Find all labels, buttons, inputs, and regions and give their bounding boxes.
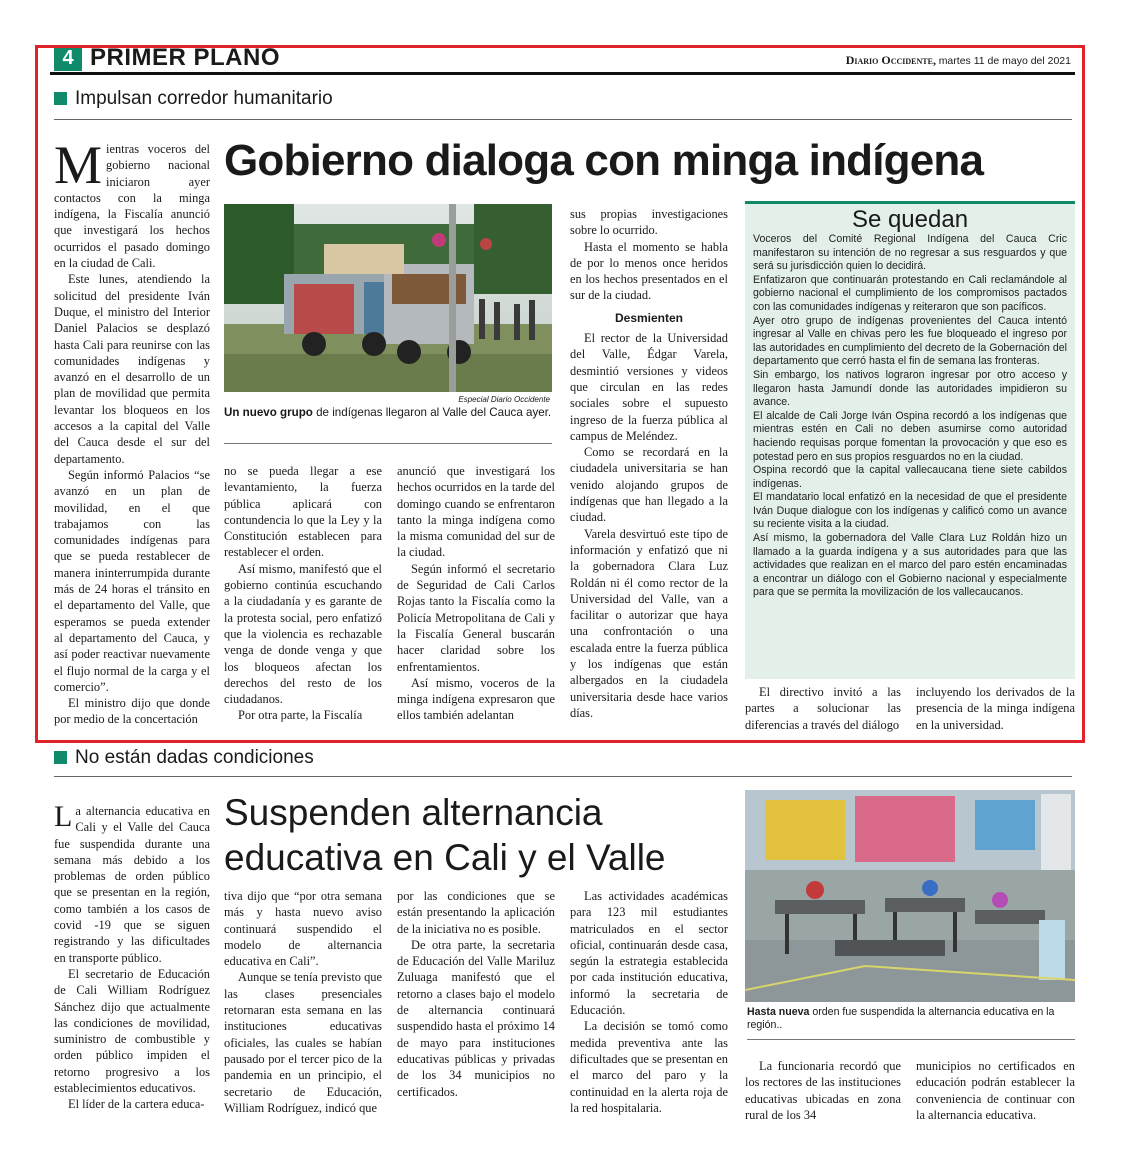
paragraph: incluyendo los derivados de la presencia de la minga indígena en la universidad.	[916, 685, 1075, 732]
paragraph: Hasta el momento se habla de por lo menos once heridos en los hechos presentados en el sur de la ciudad.	[570, 239, 728, 303]
paragraph: El alcalde de Cali Jorge Iván Ospina recordó a los indígenas que mientras estén en Cali no deben asumirse como autoridad haciendo requisas porque fomentan la provocación y que eso es potestad pero en sus propios resguardos no en la ciudad.	[753, 409, 1067, 463]
paragraph: El directivo invitó a las partes a solucionar las diferencias a través del diálogo	[745, 685, 901, 732]
paragraph: Enfatizaron que continuarán protestando en Cali reclamándole al gobierno nacional el cumplimiento de los compromisos pactados con las comunidades indígenas y reiteraron que son pacíficos.	[753, 273, 1067, 313]
paragraph: El mandatario local enfatizó en la necesidad de que el presidente Iván Duque dialogue con los indígenas y calificó como un avance su reciente visita a la ciudad.	[753, 491, 1067, 531]
story2-column-6	[916, 1058, 1075, 1136]
paragraph: municipios no certificados en educación podrán establecer la conveniencia de continuar con la alternancia educativa.	[916, 1059, 1075, 1122]
paragraph: El líder de la cartera educa-	[68, 1097, 205, 1112]
story2-column-1	[54, 803, 210, 1135]
caption-text: orden fue suspendida la alternancia educativa en la región..	[747, 1006, 1055, 1031]
paragraph: El ministro dijo que donde por medio de la concertación	[54, 696, 210, 727]
paragraph: Así mismo, la gobernadora del Valle Clara Luz Roldán hizo un llamado a la guarda indígena y a sus autoridades para que las actividades que realizan en el marco del paro estén encaminadas a encontrar un diálogo con el Gobierno nacional y especialmente para que se permita la movilización de los vallecaucanos.	[753, 532, 1067, 599]
headline-line: Suspenden alternancia	[224, 792, 603, 833]
sidebar-title: Se quedan	[851, 206, 969, 233]
paragraph: La decisión se tomó como medida preventiva ante las dificultades que se presentan en el marco del paro y la continuidad en la alerta roja de la red hospitalaria.	[570, 1019, 728, 1115]
story2-photo-caption	[747, 1006, 1075, 1032]
story2-photo	[745, 790, 1075, 1002]
caption-bold: Hasta nueva	[747, 1006, 810, 1018]
paragraph: Ayer otro grupo de indígenas provenientes del Cauca intentó ingresar al Valle en chivas pero les fue bloqueado el ingreso por las autoridades en cumplimiento del decreto de la Gobernación del departamento que cerró hasta el fin de semana las fronteras.	[753, 314, 1067, 368]
paragraph: ientras voceros del gobierno nacional iniciaron ayer contactos con la minga indígena, la Fiscalía anunció que investigará los hechos ocurridos el pasado domingo en la ciudad de Cali.	[54, 142, 210, 271]
photo-credit: Especial Diario Occidente	[458, 395, 550, 404]
paragraph: sus propias investigaciones sobre lo ocurrido.	[570, 207, 728, 238]
paragraph: Ospina recordó que la capital vallecaucana tiene siete cabildos indígenas.	[753, 464, 1067, 490]
paragraph: De otra parte, la secretaria de Educación del Valle Mariluz Zuluaga manifestó que el retorno a clases bajo el modelo de alternancia continuará suspendido hasta el próximo 14 de mayo para instituciones educativas públicas y privadas de los 34 municipios no certificados.	[397, 937, 555, 1099]
paragraph: La funcionaria recordó que los rectores de las instituciones educativas ubicadas en zona rural de los 34	[745, 1059, 901, 1122]
paragraph: Así mismo, manifestó que el gobierno continúa escuchando a la ciudadanía y es garante de la protesta social, pero enfatizó que la violencia es rechazable venga de donde venga y que los bloqueos afectan los derechos del resto de los ciudadanos.	[224, 561, 382, 707]
paragraph: Según informó Palacios “se avanzó en un plan de movilidad, en el que trabajamos con las comunidades indígenas para que se pueda restablecer de manera ininterrumpida durante más de 24 horas el tránsito en el departamento del Valle, que esperamos se pueda extender al departamento del Cauca, y así poder reactivar nuevamente el flujo normal de la carga y el comercio”.	[54, 467, 210, 694]
paragraph: no se pueda llegar a ese levantamiento, la fuerza pública aplicará con contundencia lo que la Ley y la Constitución establecen para restablecer el orden.	[224, 464, 382, 560]
headline-line: educativa en Cali y el Valle	[224, 837, 666, 878]
paragraph: Este lunes, atendiendo la solicitud del presidente Iván Duque, el ministro del Interior Daniel Palacios se desplazó hasta Cali para reunirse con las comunidades indígenas y avanzó en el desarrollo de un plan de movilidad que permita levantar los bloqueos en los accesos a la capital del Valle del Cauca desde el sur del departamento.	[54, 272, 210, 466]
story2-headline	[224, 790, 734, 880]
paragraph: El rector de la Universidad del Valle, Édgar Varela, desmintió versiones y videos que circulan en las redes sociales sobre el supuesto ingreso de la fuerza pública al campus de Meléndez.	[570, 331, 728, 443]
story2-kicker	[54, 747, 314, 769]
kicker-rule	[54, 776, 1072, 777]
section-title: PRIMER PLANO	[90, 44, 281, 71]
story1-headline: Gobierno dialoga con minga indígena	[224, 136, 984, 185]
story2-column-4	[570, 888, 728, 1135]
paragraph: Voceros del Comité Regional Indígena del Cauca Cric manifestaron su intención de no regresar a sus resguardos y que será su jurisdicción quien lo decidirá.	[753, 233, 1067, 273]
story1-kicker-text: Impulsan corredor humanitario	[75, 88, 333, 109]
classroom-photo-image	[745, 790, 1075, 1002]
issue-date: martes 11 de mayo del 2021	[938, 55, 1071, 67]
caption-rule	[747, 1039, 1075, 1040]
story2-column-2	[224, 888, 382, 1135]
caption-bold: Un nuevo grupo	[224, 406, 313, 419]
paragraph: por las condiciones que se están presentando la aplicación de la iniciativa no es posible.	[397, 889, 555, 936]
paragraph: Aunque se tenía previsto que las clases presenciales retornaran esta semana en las instituciones educativas oficiales, las cuales se habían pausado por el tercer pico de la pandemia en un principio, el secretario de Educación, William Rodríguez, indicó que	[224, 970, 382, 1115]
paragraph: tiva dijo que “por otra semana más y hasta nuevo aviso continuará suspendido el modelo de alternancia educativa en Cali”.	[224, 889, 382, 969]
paragraph: El secretario de Educación de Cali William Rodríguez Sánchez dijo que actualmente las condiciones de movilidad, suministro de combustible y orden público impiden el retorno progresivo a los establecimientos educativos.	[54, 966, 210, 1096]
drop-cap: L	[54, 803, 73, 833]
paragraph: Las actividades académicas para 123 mil estudiantes matriculados en el sector oficial, continuarán desde casa, según la estrategia establecida por cada institución educativa, informó la secretaria de Educación.	[570, 889, 728, 1018]
highlight-frame	[35, 45, 1085, 743]
paragraph: Varela desvirtuó este tipo de información y enfatizó que ni la gobernadora Clara Luz Roldán ni él como rector de la Universidad del Valle, van a facilitar o autorizar que haya una confrontación o una escalada entre la fuerza pública y los indígenas que están albergados en la ciudadela universitaria desde hace varios días.	[570, 526, 728, 720]
paragraph: a alternancia educativa en Cali y el Valle del Cauca fue suspendida durante una semana más debido a los problemas de orden público que se presentan en la región, como también a los casos de covid -19 que se siguen registrando y las dificultades en transporte público.	[54, 804, 210, 965]
paragraph: Por otra parte, la Fiscalía	[238, 708, 363, 723]
kicker-square-icon	[54, 751, 67, 764]
page-number: 4	[54, 45, 82, 71]
paragraph: Como se recordará en la ciudadela universitaria se han venido alojando grupos de indígenas que han llegado a la ciudad.	[570, 445, 728, 525]
paragraph: anunció que investigará los hechos ocurridos en la tarde del domingo cuando se enfrentaron tanto la minga indígena como la misma comunidad del sur de la ciudad.	[397, 464, 555, 560]
story2-kicker-text: No están dadas condiciones	[75, 747, 314, 768]
paragraph: Según informó el secretario de Seguridad de Cali Carlos Rojas tanto la Fiscalía como la Policía Metropolitana de Cali y la Fiscalía General buscarán hacer claridad sobre los enfrentamientos.	[397, 561, 555, 674]
subhead: Desmienten	[614, 310, 684, 325]
drop-cap: M	[54, 141, 103, 195]
paper-name: Diario Occidente,	[845, 53, 936, 67]
paragraph: Sin embargo, los nativos lograron ingresar por otro acceso y llegaron hasta Jamundí donde las autoridades impidieron su avance.	[753, 368, 1067, 409]
paragraph: Así mismo, voceros de la minga indígena expresaron que ellos también adelantan	[397, 675, 555, 723]
caption-text: de indígenas llegaron al Valle del Cauca ayer.	[312, 406, 552, 419]
story2-column-3	[397, 888, 555, 1135]
story2-column-5	[745, 1058, 901, 1136]
